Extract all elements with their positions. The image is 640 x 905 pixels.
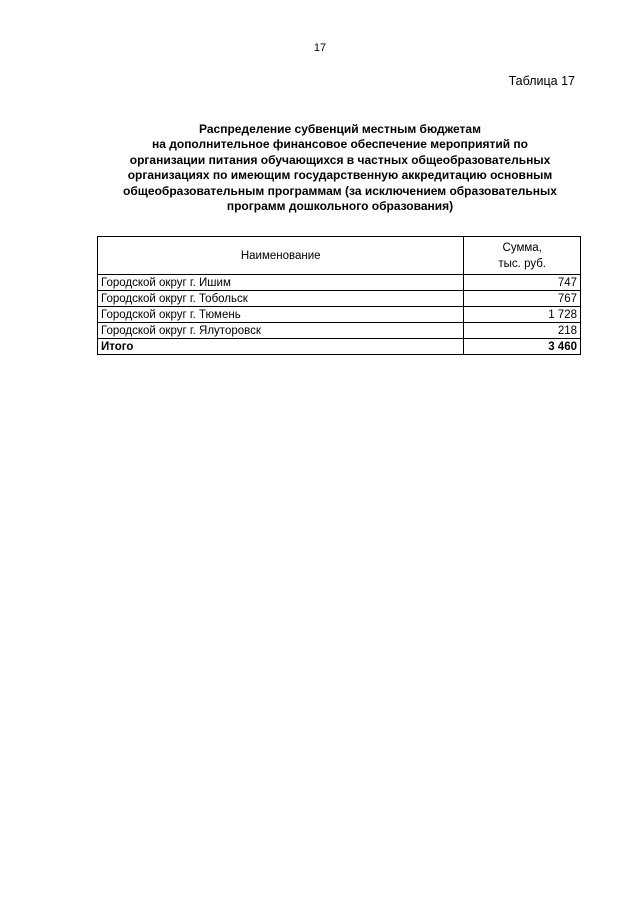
header-sum-line1: Сумма, xyxy=(502,241,542,254)
total-label: Итого xyxy=(98,339,464,355)
row-name: Городской округ г. Ишим xyxy=(98,275,464,291)
row-sum: 747 xyxy=(464,275,581,291)
title-line: организациях по имеющим государственную аккредитацию основным xyxy=(127,168,553,183)
table-row xyxy=(98,307,581,323)
header-sum xyxy=(464,237,581,275)
table-row xyxy=(98,323,581,339)
row-name: Городской округ г. Тюмень xyxy=(98,307,464,323)
title-line: на дополнительное финансовое обеспечение мероприятий по xyxy=(151,137,528,152)
table-row xyxy=(98,275,581,291)
row-sum: 218 xyxy=(464,323,581,339)
row-name: Городской округ г. Тобольск xyxy=(98,291,464,307)
row-name: Городской округ г. Ялуторовск xyxy=(98,323,464,339)
page-number: 17 xyxy=(313,42,327,54)
table-label: Таблица 17 xyxy=(508,74,575,88)
title-line: Распределение субвенций местным бюджетам xyxy=(199,122,481,136)
subvention-table xyxy=(97,236,581,355)
header-sum-line2: тыс. руб. xyxy=(498,257,546,270)
title-line: общеобразовательным программам (за исключением образовательных xyxy=(123,183,557,198)
table-header-row xyxy=(98,237,581,275)
table-row xyxy=(98,291,581,307)
total-sum: 3 460 xyxy=(464,339,581,355)
total-row xyxy=(98,339,581,355)
document-title xyxy=(90,122,590,214)
header-name: Наименование xyxy=(98,237,464,275)
row-sum: 1 728 xyxy=(464,307,581,323)
title-line: организации питания обучающихся в частных общеобразовательных xyxy=(129,152,551,167)
title-line: программ дошкольного образования) xyxy=(226,199,454,214)
row-sum: 767 xyxy=(464,291,581,307)
